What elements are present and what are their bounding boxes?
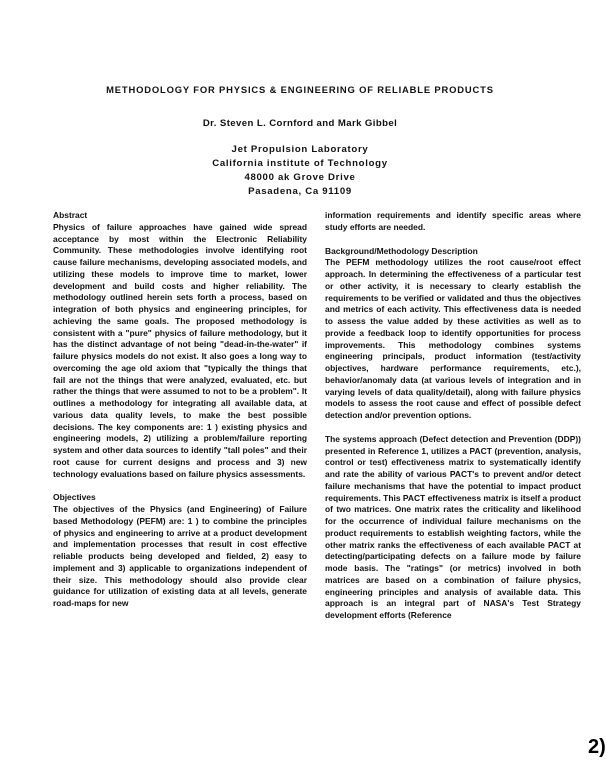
author-affiliation — [0, 143, 600, 199]
paper-authors: Dr. Steven L. Cornford and Mark Gibbel — [202, 118, 398, 129]
objectives-heading: Objectives — [53, 492, 96, 503]
affiliation-line: Pasadena, Ca 91109 — [248, 186, 352, 197]
paragraph-gap — [53, 480, 307, 492]
continuation-text: information requirements and identify specific areas where study efforts are needed. — [325, 210, 581, 232]
paragraph-gap — [325, 234, 581, 246]
left-column — [53, 210, 307, 610]
affiliation-line: 48000 ak Grove Drive — [244, 172, 356, 183]
paper-title: METHODOLOGY FOR PHYSICS & ENGINEERING OF RELIABLE PRODUCTS — [106, 84, 494, 95]
background-heading: Background/Methodology Description — [325, 245, 478, 256]
abstract-heading: Abstract — [53, 210, 88, 220]
margin-mark: 2) — [588, 736, 606, 758]
affiliation-line: California institute of Technology — [212, 158, 388, 169]
background-text: The PEFM methodology utilizes the root cause/root effect approach. In determining the effectiveness of a particular test or other activity, it is necessary to clearly establish the requirements to be verified or validated and thus the objectives and metrics of each activity. This effectiveness data is needed to assess the value added by these activities as well as to provide a feedback loop to identify opportunities for process improvements. This methodology combines systems engineering principals, product information (test/activity objectives, hardware performance requirements, etc.), behavior/anomaly data (at various levels of integration and in varying levels of data quality/detail), along with failure physics models to assess the root cause and effect of possible defect detection and/or prevention options. — [325, 257, 581, 420]
pact-text: The systems approach (Defect detection and Prevention (DDP)) presented in Reference 1, utilizes a PACT (prevention, analysis, control or test) effectiveness matrix to systematically identify and rate the ability of various PACT's to prevent and/or detect failure mechanisms that have the potential to impact product requirements. This PACT effectiveness matrix is itself a product of two matrices. One matrix rates the criticality and likelihood for the occurrence of individual failure mechanisms on the product requirements to establish weighting factors, while the other matrix ranks the effectiveness of each available PACT at detecting/participating defects on a failure mode by failure mode basis. The "ratings" (or metrics) involved in both matrices are based on a combination of failure physics, engineering principles and analysis of available data. This approach is an integral part of NASA's Test Strategy development efforts (Reference — [325, 433, 581, 620]
affiliation-line: Jet Propulsion Laboratory — [231, 144, 369, 155]
objectives-text: The objectives of the Physics (and Engineering) of Failure based Methodology (PEFM) are: 1 ) to combine the principles of physics and engineering to arrive at a product development and implementation processes that result in cost effective reliable products being developed and fielded, 2) easy to implement and 3) applicable to organizations independent of their size. This methodology should also provide clear guidance for utilization of existing data at all levels, generate road-maps for new — [53, 504, 307, 608]
right-column — [325, 210, 581, 622]
abstract-text: Physics of failure approaches have gained wide spread acceptance by most within the Electronic Reliability Community. These methodologies involve identifying root cause failure mechanisms, developing associated models, and utilizing these models to improve time to market, lower development and build costs and higher reliability. The methodology outlined herein sets forth a process, based on integration of both physics and engineering principles, for achieving the same goals. The proposed methodology is consistent with a "pure" physics of failure methodology, but it has the distinct advantage of not being "dead-in-the-water" if failure physics models do not exist. It also goes a long way to overcoming the age old axiom that "typically the things that fail are not the things that were analyzed, evaluated, etc. but rather the things that were assumed to not to be a problem". It outlines a methodology for integrating all available data, at various data quality levels, to make the best possible decisions. The key components are: 1 ) existing physics and engineering models, 2) utilizing a problem/failure reporting system and other data sources to identify "tall poles" and their root cause for current designs and process and 3) new technology evaluations based on failure physics assessments. — [53, 221, 307, 479]
paragraph-gap — [325, 422, 581, 434]
